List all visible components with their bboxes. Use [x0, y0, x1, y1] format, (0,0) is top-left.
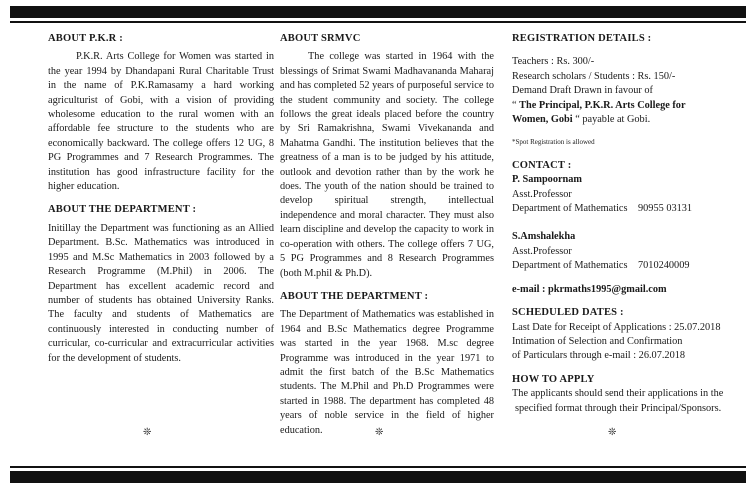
about-srmvc-text: The college was started in 1964 with the blessings of Srimat Swami Madhavananda Maharaj and has completed 52 years of purposeful service to the student community and society. The college follows the great ideals placed before the country by Sri Ramakrishna, Swami Vivekananda and Mahatma Gandhi. The institution believes that the greatness of a man is to be judged by his attitude, outlook and devotion rather than by the work he does. The youth of the nation should be trained to develop spiritual strength, intellectual independence and moral character. They must also learn discipline and develop the capacity to work in co-operation with others. The college offers 7 UG, 5 PG Programmes and 8 Research Programmes (both M.phil & Ph.D). [280, 51, 494, 279]
demand-draft-label: Demand Draft Drawn in favour of [512, 85, 653, 97]
favour-name-part-2: Women, Gobi [512, 114, 573, 126]
ornament-icon-col-2: ❊ [375, 427, 384, 438]
contact-name-2: S.Amshalekha [512, 231, 576, 243]
about-department-srmvc-text: The Department of Mathematics was established in 1964 and B.Sc Mathematics degree Programme was started in the year 1968. M.sc degree Programme was introduced in the year 1971 to admit the first batch of the B.Sc Mathematics students. The M.Phil and Ph.D Programmes were started in 1988. The department has completed 48 years of noble service in the field of higher education. [280, 309, 494, 436]
heading-about-department-srmvc: ABOUT THE DEPARTMENT : [280, 290, 429, 302]
heading-about-department-pkr: ABOUT THE DEPARTMENT : [48, 204, 197, 216]
apply-text-line-1: The applicants should send their applications in the [512, 388, 724, 400]
date-intimation-line-2: of Particulars through e-mail : 26.07.2018 [512, 350, 686, 362]
ornament-icon-col-1: ❊ [143, 427, 152, 438]
contact-dept-row-1 [512, 202, 726, 216]
contact-dept-1: Department of Mathematics [512, 203, 628, 215]
fee-scholars: Research scholars / Students : Rs. 150/- [512, 70, 676, 82]
heading-about-pkr: ABOUT P.K.R : [48, 33, 123, 44]
date-last-receipt: Last Date for Receipt of Applications : 25.07.2018 [512, 321, 721, 333]
contact-name-1: P. Sampoornam [512, 174, 582, 186]
heading-contact: CONTACT : [512, 159, 572, 171]
contact-email[interactable]: e-mail : pkrmaths1995@gmail.com [512, 283, 667, 295]
bottom-border-thin [10, 466, 746, 468]
heading-about-srmvc: ABOUT SRMVC [280, 33, 361, 44]
contact-role-2: Asst.Professor [512, 245, 572, 257]
top-border-thin [10, 21, 746, 23]
about-pkr-text: P.K.R. Arts College for Women was started in the year 1994 by Dhandapani Rural Charitable Trust in the name of P.K.Ramasamy a hard working agriculturist of Gobi, with a vision of providing wholesome education to the rural women with an affordable fee structure to the students who are economically backward. The college offers 12 UG, 8 PG Programmes and 7 Research Programmes. The institution has good infrastructure facility for the higher education. [48, 51, 274, 193]
bottom-border-thick [10, 471, 746, 483]
date-intimation-line-1: Intimation of Selection and Confirmation [512, 335, 683, 347]
contact-dept-2: Department of Mathematics [512, 260, 628, 272]
favour-name-part-1: The Principal, P.K.R. Arts College for [519, 99, 686, 111]
contact-dept-row-2 [512, 259, 726, 273]
favour-open-quote: “ [512, 99, 520, 111]
fee-teachers: Teachers : Rs. 300/- [512, 56, 595, 68]
column-about-pkr [48, 32, 274, 366]
favour-line-2 [512, 113, 726, 127]
favour-close-text: “ payable at Gobi. [572, 114, 651, 126]
contact-role-1: Asst.Professor [512, 188, 572, 200]
contact-phone-1: 90955 03131 [638, 203, 693, 215]
apply-text-line-2: specified format through their Principal/Sponsors. [515, 402, 722, 414]
column-about-srmvc [280, 32, 494, 438]
spot-registration-note: *Spot Registration is allowed [512, 138, 595, 147]
favour-line-1 [512, 99, 726, 113]
heading-how-to-apply: HOW TO APPLY [512, 373, 595, 385]
heading-scheduled-dates: SCHEDULED DATES : [512, 307, 624, 319]
contact-phone-2: 7010240009 [638, 260, 690, 272]
column-registration [512, 32, 726, 416]
top-border-thick [10, 6, 746, 18]
heading-registration: REGISTRATION DETAILS : [512, 33, 652, 44]
ornament-icon-col-3: ❊ [608, 427, 617, 438]
about-department-pkr-text: Initillay the Department was functioning as an Allied Department. B.Sc. Mathematics was introduced in 1995 and M.Sc Mathematics in 2003 followed by a Research Programme (M.Phil) in 2006. The Department has excellent academic record and number of students has obtained University Ranks. The faculty and students of Mathematics are continuously interested in conducting number of curricular, co-curricular and extracurricular activities for the development of students. [48, 222, 274, 364]
